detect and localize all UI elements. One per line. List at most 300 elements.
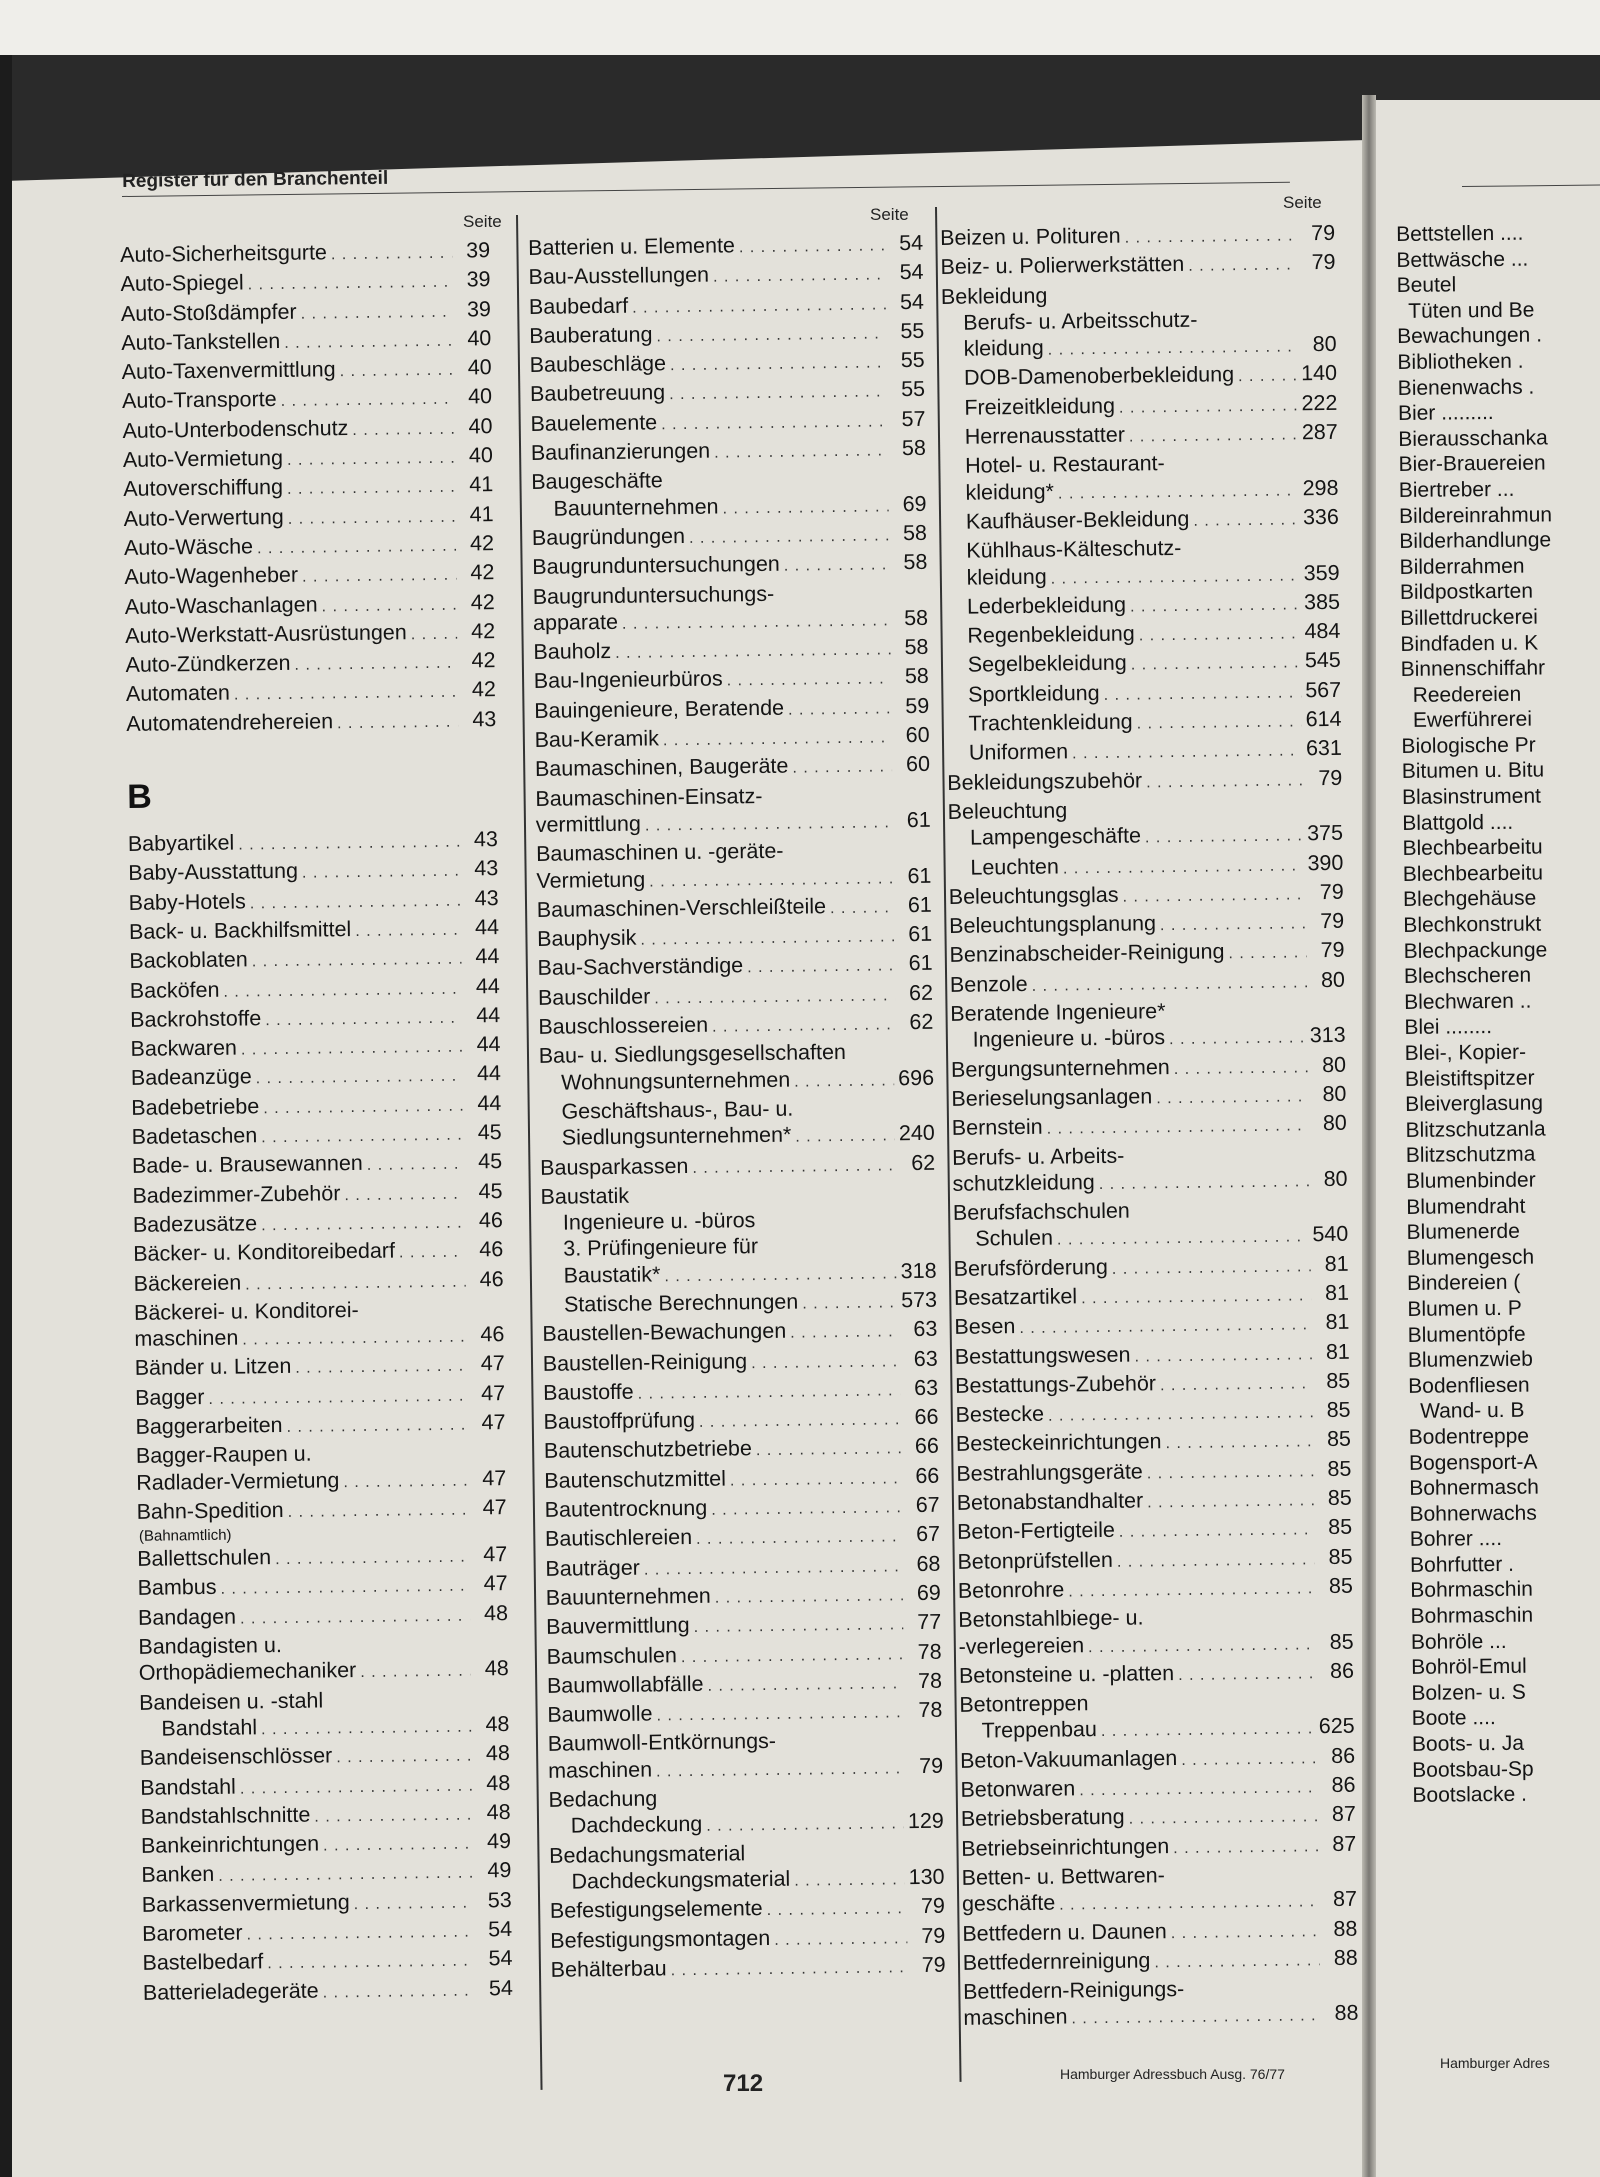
leader-dots bbox=[649, 866, 894, 895]
entry-term: Badezusätze bbox=[132, 1211, 258, 1237]
entry-page-number: 44 bbox=[474, 915, 500, 940]
entry-page-number: 42 bbox=[469, 531, 495, 556]
leader-dots bbox=[747, 954, 895, 982]
register-entry bbox=[959, 1658, 1354, 1692]
entry-page-number: 41 bbox=[469, 501, 494, 527]
leader-dots bbox=[707, 1671, 904, 1700]
entry-page-number: 79 bbox=[1320, 938, 1345, 963]
register-entry bbox=[948, 849, 1343, 883]
register-entry bbox=[951, 1022, 1346, 1056]
register-entry-partial: Bohrer .... bbox=[1409, 1527, 1503, 1552]
register-entry bbox=[540, 1120, 935, 1154]
entry-page-number: 625 bbox=[1318, 1714, 1355, 1739]
register-entry bbox=[949, 879, 1344, 913]
register-entry bbox=[954, 1309, 1349, 1343]
register-entry bbox=[534, 693, 929, 727]
leader-dots bbox=[1059, 1889, 1319, 1919]
leader-dots bbox=[1228, 941, 1306, 968]
entry-page-number: 53 bbox=[487, 1887, 512, 1913]
entry-page-number: 85 bbox=[1328, 1573, 1354, 1598]
entry-term: Baustoffe bbox=[542, 1379, 634, 1405]
entry-term: Barometer bbox=[141, 1920, 243, 1946]
entry-term: Baumaschinen u. -geräte- bbox=[535, 838, 784, 867]
register-entry bbox=[545, 1492, 940, 1526]
entry-page-number: 88 bbox=[1333, 1945, 1358, 1970]
entry-term: Bau-Ingenieurbüros bbox=[533, 666, 723, 694]
entry-term: Badetaschen bbox=[131, 1123, 258, 1149]
register-entry bbox=[531, 490, 926, 524]
entry-term: Bernstein bbox=[951, 1114, 1043, 1141]
entry-page-number: 85 bbox=[1328, 1515, 1353, 1540]
leader-dots bbox=[1165, 1430, 1313, 1458]
entry-page-number: 58 bbox=[904, 664, 929, 689]
entry-term: Lampengeschäfte bbox=[969, 823, 1142, 850]
register-entry bbox=[136, 1465, 506, 1499]
register-entry-partial: Bootsbau-Sp bbox=[1412, 1757, 1534, 1782]
register-entry bbox=[140, 1770, 510, 1804]
entry-term: Bagger bbox=[134, 1384, 205, 1410]
register-entry bbox=[542, 1287, 937, 1321]
register-entry bbox=[946, 677, 1341, 711]
entry-page-number: 567 bbox=[1305, 677, 1342, 703]
leader-dots bbox=[706, 1812, 904, 1841]
entry-page-number: 298 bbox=[1302, 475, 1339, 500]
register-entry-partial: Wand- u. B bbox=[1408, 1399, 1525, 1424]
register-entry bbox=[940, 249, 1335, 283]
register-entry-partial: Bolzen- u. S bbox=[1411, 1680, 1526, 1705]
register-entry-partial: Bewachungen . bbox=[1397, 323, 1543, 349]
leader-dots bbox=[322, 1978, 475, 2006]
register-entry-partial: Bindfaden u. K bbox=[1400, 631, 1539, 656]
entry-page-number: 58 bbox=[903, 605, 929, 630]
entry-page-number: 42 bbox=[470, 589, 495, 615]
entry-term: Bestattungswesen bbox=[954, 1342, 1131, 1369]
register-entry-partial: Bierausschanka bbox=[1398, 426, 1548, 451]
register-entry bbox=[124, 530, 494, 564]
entry-page-number: 79 bbox=[1311, 220, 1336, 246]
register-entry-partial: Bohnermasch bbox=[1409, 1475, 1539, 1501]
register-entry bbox=[957, 1485, 1352, 1519]
entry-term: Bautenschutzbetriebe bbox=[543, 1436, 753, 1464]
register-entry bbox=[544, 1462, 939, 1496]
leader-dots bbox=[1119, 393, 1298, 422]
entry-term: Bambus bbox=[137, 1575, 217, 1601]
entry-term: Bandeisenschlösser bbox=[139, 1743, 333, 1771]
leader-dots bbox=[711, 1495, 902, 1524]
entry-term: Orthopädiemechaniker bbox=[138, 1658, 357, 1686]
register-entry-partial: Bier ......... bbox=[1397, 401, 1494, 426]
entry-term: Badebetriebe bbox=[131, 1093, 260, 1120]
leader-dots bbox=[302, 563, 457, 591]
register-entry bbox=[550, 1922, 945, 1956]
entry-term: Betonsteine u. -platten bbox=[958, 1660, 1175, 1688]
entry-term: kleidung bbox=[966, 564, 1047, 590]
register-entry-partial: Bleiverglasung bbox=[1405, 1091, 1544, 1117]
register-entry-partial: Blechpackunge bbox=[1403, 938, 1548, 963]
leader-dots bbox=[1156, 1084, 1309, 1112]
register-entry bbox=[132, 1119, 502, 1153]
leader-dots bbox=[739, 233, 886, 261]
entry-term: Siedlungsunternehmen* bbox=[561, 1122, 792, 1150]
entry-term: Betonprüfstellen bbox=[957, 1547, 1114, 1574]
entry-term: Betonabstandhalter bbox=[956, 1488, 1144, 1515]
entry-term: Beiz- u. Polierwerkstätten bbox=[940, 252, 1185, 280]
entry-page-number: 67 bbox=[915, 1492, 940, 1518]
entry-page-number: 66 bbox=[915, 1463, 940, 1488]
leader-dots bbox=[284, 329, 453, 358]
leader-dots bbox=[411, 621, 458, 648]
register-entry bbox=[133, 1207, 503, 1241]
leader-dots bbox=[1147, 1459, 1314, 1487]
entry-page-number: 85 bbox=[1326, 1397, 1351, 1423]
entry-term: Bedachung bbox=[548, 1786, 658, 1812]
scan-background bbox=[0, 0, 1600, 55]
entry-term: Badezimmer-Zubehör bbox=[132, 1180, 341, 1208]
entry-term: Auto-Wagenheber bbox=[124, 562, 299, 590]
publication-footer-right: Hamburger Adres bbox=[1440, 2055, 1550, 2071]
entry-term: geschäfte bbox=[961, 1890, 1056, 1917]
entry-page-number: 68 bbox=[916, 1551, 941, 1576]
entry-page-number: 48 bbox=[484, 1656, 509, 1681]
register-entry bbox=[536, 862, 931, 896]
leader-dots bbox=[794, 1867, 905, 1895]
register-entry-partial: Billettdruckerei bbox=[1400, 605, 1538, 630]
entry-term: Baufinanzierungen bbox=[530, 438, 711, 466]
register-entry-partial: Bienenwachs . bbox=[1397, 375, 1535, 400]
leader-dots bbox=[1117, 1547, 1315, 1576]
entry-page-number: 39 bbox=[466, 296, 492, 322]
leader-dots bbox=[1068, 1576, 1315, 1606]
entry-term: Baubedarf bbox=[528, 293, 629, 319]
entry-term: Ingenieure u. -büros bbox=[972, 1025, 1166, 1052]
register-entry bbox=[528, 259, 923, 293]
register-entry-partial: Bodentreppe bbox=[1408, 1424, 1530, 1449]
register-entry bbox=[942, 390, 1337, 424]
register-entry bbox=[131, 1090, 501, 1124]
entry-page-number: 60 bbox=[905, 752, 931, 777]
register-entry bbox=[140, 1740, 510, 1774]
entry-term: Hotel- u. Restaurant- bbox=[965, 451, 1165, 479]
book-gutter bbox=[1362, 95, 1376, 2177]
entry-term: Betten- u. Bettwaren- bbox=[961, 1863, 1165, 1890]
entry-page-number: 40 bbox=[467, 384, 493, 409]
leader-dots bbox=[246, 1920, 474, 1949]
entry-term: Bau-Keramik bbox=[534, 726, 660, 753]
leader-dots bbox=[367, 1152, 465, 1180]
register-entry bbox=[543, 1345, 938, 1379]
register-entry bbox=[122, 384, 492, 418]
entry-page-number: 54 bbox=[899, 260, 924, 285]
entry-term: Bekleidung bbox=[940, 283, 1048, 309]
entry-term: Bandstahlschnitte bbox=[140, 1802, 311, 1829]
entry-page-number: 85 bbox=[1328, 1544, 1353, 1569]
leader-dots bbox=[323, 1832, 473, 1860]
register-entry bbox=[949, 937, 1344, 971]
leader-dots bbox=[281, 387, 455, 416]
entry-term: Lederbekleidung bbox=[966, 592, 1127, 619]
entry-term: Bau-Sachverständige bbox=[537, 953, 744, 981]
entry-page-number: 390 bbox=[1307, 850, 1344, 875]
entry-term: Baumwoll-Entkörnungs- bbox=[547, 1729, 777, 1757]
register-entry-partial: Bodenfliesen bbox=[1408, 1373, 1530, 1398]
entry-page-number: 78 bbox=[917, 1668, 943, 1693]
auto-entries bbox=[120, 237, 496, 740]
entry-term: Betonrohre bbox=[957, 1577, 1065, 1603]
entry-term: Benzole bbox=[949, 971, 1028, 997]
entry-term: Auto-Spiegel bbox=[120, 270, 244, 297]
entry-term: Wohnungsunternehmen bbox=[560, 1067, 791, 1095]
entry-page-number: 45 bbox=[478, 1178, 503, 1203]
leader-dots bbox=[1146, 768, 1304, 796]
entry-term: Besen bbox=[954, 1314, 1016, 1340]
entry-term: DOB-Damenoberbekleidung bbox=[963, 362, 1235, 391]
register-entry bbox=[135, 1380, 505, 1414]
entry-term: Bankeinrichtungen bbox=[140, 1831, 320, 1859]
leader-dots bbox=[756, 1437, 901, 1465]
register-entry bbox=[126, 706, 496, 740]
entry-page-number: 573 bbox=[900, 1287, 938, 1313]
entry-page-number: 46 bbox=[478, 1207, 503, 1233]
entry-term: Bekleidungszubehör bbox=[947, 768, 1143, 795]
register-entry bbox=[137, 1541, 507, 1575]
entry-term: Bandagisten u. bbox=[138, 1633, 282, 1659]
register-entry bbox=[533, 634, 928, 668]
leader-dots bbox=[287, 446, 455, 474]
register-entry bbox=[533, 605, 928, 639]
entry-term: Bettfedern-Reinigungs- bbox=[962, 1977, 1185, 2004]
entry-term: Betriebsberatung bbox=[960, 1805, 1125, 1832]
register-entry bbox=[955, 1397, 1350, 1431]
register-entry-partial: Bindereien ( bbox=[1406, 1271, 1521, 1296]
register-entry bbox=[135, 1350, 505, 1384]
register-entry bbox=[962, 1915, 1357, 1949]
leader-dots bbox=[1019, 1313, 1311, 1343]
register-entry-partial: Bohröl-Emul bbox=[1411, 1654, 1527, 1680]
entry-term: Bäckereien bbox=[133, 1270, 242, 1296]
entry-term: Bestecke bbox=[955, 1401, 1045, 1428]
entry-page-number: 359 bbox=[1303, 560, 1340, 585]
entry-page-number: 80 bbox=[1321, 1052, 1347, 1077]
leader-dots bbox=[1051, 563, 1300, 593]
register-entry bbox=[132, 1148, 502, 1182]
entry-term: Berufsförderung bbox=[953, 1254, 1108, 1281]
register-entry bbox=[945, 618, 1340, 652]
entry-page-number: 375 bbox=[1306, 821, 1344, 846]
leader-dots bbox=[774, 1926, 907, 1954]
entry-term: Baubeschläge bbox=[529, 351, 667, 378]
leader-dots bbox=[689, 523, 889, 552]
entry-term: Batterieladegeräte bbox=[142, 1978, 319, 2005]
entry-term: maschinen bbox=[547, 1757, 653, 1783]
leader-dots bbox=[1047, 1113, 1309, 1143]
register-entry bbox=[956, 1455, 1351, 1489]
entry-page-number: 47 bbox=[482, 1494, 507, 1520]
entry-term: Automaten bbox=[125, 681, 231, 707]
register-entry bbox=[946, 706, 1341, 740]
leader-dots bbox=[1238, 364, 1297, 391]
register-entry bbox=[960, 1772, 1355, 1806]
register-entry bbox=[941, 331, 1336, 365]
entry-page-number: 85 bbox=[1326, 1427, 1352, 1452]
entry-page-number: 61 bbox=[907, 863, 932, 888]
be-entries bbox=[940, 220, 1359, 2035]
register-entry bbox=[958, 1628, 1353, 1662]
register-entry bbox=[957, 1543, 1352, 1577]
entry-term: Auto-Verwertung bbox=[123, 504, 284, 531]
register-entry bbox=[551, 1951, 946, 1985]
entry-page-number: 58 bbox=[902, 520, 928, 546]
entry-page-number: 79 bbox=[1318, 765, 1343, 790]
leader-dots bbox=[242, 1325, 466, 1354]
entry-page-number: 79 bbox=[921, 1952, 946, 1977]
entry-page-number: 88 bbox=[1334, 2001, 1359, 2026]
entry-page-number: 58 bbox=[903, 550, 928, 575]
register-entry bbox=[125, 647, 495, 681]
publication-footer: Hamburger Adressbuch Ausg. 76/77 bbox=[1060, 2066, 1285, 2082]
entry-term: Beleuchtung bbox=[947, 798, 1068, 824]
entry-page-number: 55 bbox=[900, 348, 925, 373]
entry-page-number: 62 bbox=[908, 980, 934, 1005]
register-entry-partial: Bohrmaschin bbox=[1410, 1603, 1534, 1628]
register-entry bbox=[954, 1280, 1349, 1314]
entry-term: Barkassenvermietung bbox=[141, 1889, 350, 1917]
leader-dots bbox=[286, 1413, 467, 1442]
register-entry bbox=[132, 1178, 502, 1212]
entry-term: (Bahnamtlich) bbox=[138, 1526, 232, 1546]
leader-dots bbox=[1147, 1488, 1314, 1516]
register-entry-partial: Blumenbinder bbox=[1405, 1168, 1536, 1193]
entry-page-number: 57 bbox=[901, 406, 926, 431]
register-entry bbox=[539, 1064, 934, 1098]
entry-term: Baumaschinen-Verschleißteile bbox=[536, 893, 827, 922]
entry-page-number: 63 bbox=[913, 1346, 938, 1371]
leader-dots bbox=[1130, 592, 1300, 621]
entry-page-number: 81 bbox=[1324, 1251, 1349, 1276]
leader-dots bbox=[1048, 335, 1299, 365]
leader-dots bbox=[257, 534, 456, 563]
leader-dots bbox=[1137, 709, 1302, 737]
entry-term: Bestattungs-Zubehör bbox=[955, 1371, 1157, 1398]
entry-term: Bau- u. Siedlungsgesellschaften bbox=[538, 1040, 847, 1069]
leader-dots bbox=[622, 608, 890, 638]
entry-page-number: 385 bbox=[1303, 589, 1341, 615]
leader-dots bbox=[1160, 911, 1307, 939]
register-entry bbox=[963, 1944, 1358, 1978]
entry-term: Leuchten bbox=[970, 854, 1060, 880]
leader-dots bbox=[1178, 1661, 1316, 1689]
entry-page-number: 80 bbox=[1312, 332, 1337, 357]
register-entry-partial: Boote .... bbox=[1411, 1706, 1496, 1731]
leader-dots bbox=[1072, 739, 1302, 768]
leader-dots bbox=[681, 1642, 904, 1671]
leader-dots bbox=[795, 1123, 895, 1151]
entry-term: Beratende Ingenieure* bbox=[950, 999, 1166, 1026]
entry-term: Beleuchtungsglas bbox=[948, 882, 1119, 909]
register-entry-partial: Bleistiftspitzer bbox=[1404, 1066, 1535, 1091]
register-entry-partial: Bohnerwachs bbox=[1409, 1501, 1537, 1526]
leader-dots bbox=[1193, 507, 1299, 535]
leader-dots bbox=[830, 895, 894, 922]
entry-term: Bauschilder bbox=[537, 984, 651, 1010]
entry-page-number: 87 bbox=[1331, 1802, 1356, 1827]
register-entry bbox=[530, 406, 925, 440]
entry-page-number: 41 bbox=[469, 472, 494, 497]
register-entry bbox=[138, 1600, 508, 1634]
entry-term: Back- u. Backhilfsmittel bbox=[128, 916, 352, 944]
leader-dots bbox=[288, 1497, 469, 1526]
entry-page-number: 42 bbox=[471, 648, 496, 673]
entry-term: Uniformen bbox=[968, 739, 1069, 766]
register-entry bbox=[960, 1713, 1355, 1747]
entry-term: Behälterbau bbox=[550, 1956, 667, 1982]
entry-term: Dachdeckungsmaterial bbox=[571, 1866, 791, 1894]
entry-term: Bedachungsmaterial bbox=[549, 1840, 746, 1868]
entry-page-number: 48 bbox=[485, 1711, 510, 1737]
register-entry bbox=[535, 751, 930, 785]
register-entry bbox=[940, 220, 1335, 254]
entry-term: Vermietung bbox=[536, 867, 646, 893]
register-entry bbox=[143, 1975, 513, 2009]
entry-term: Treppenbau bbox=[981, 1717, 1098, 1744]
entry-term: Backrohstoffe bbox=[130, 1006, 262, 1032]
register-entry-partial: Bogensport-A bbox=[1408, 1450, 1538, 1475]
entry-term: kleidung bbox=[963, 335, 1044, 361]
leader-dots bbox=[220, 1574, 469, 1604]
leader-dots bbox=[640, 924, 894, 954]
entry-page-number: 42 bbox=[470, 560, 495, 585]
entry-page-number: 86 bbox=[1331, 1772, 1356, 1798]
register-entry-partial: Blechbearbeitu bbox=[1402, 835, 1543, 861]
register-entry bbox=[141, 1828, 511, 1862]
entry-page-number: 43 bbox=[473, 827, 499, 852]
leader-dots bbox=[287, 475, 456, 503]
leader-dots bbox=[788, 696, 891, 724]
entry-page-number: 81 bbox=[1325, 1339, 1350, 1364]
entry-term: Baby-Ausstattung bbox=[128, 859, 299, 886]
register-entry bbox=[123, 472, 493, 506]
entry-term: Automatendrehereien bbox=[126, 709, 334, 736]
entry-page-number: 54 bbox=[488, 1946, 513, 1971]
register-entry bbox=[529, 318, 924, 352]
entry-term: Bettfedern u. Daunen bbox=[962, 1918, 1167, 1946]
register-entry bbox=[126, 677, 496, 711]
entry-term: Ingenieure u. -büros bbox=[562, 1208, 756, 1235]
register-entry bbox=[538, 979, 933, 1013]
entry-page-number: 58 bbox=[901, 435, 926, 461]
entry-term: Besatzartikel bbox=[953, 1284, 1078, 1310]
entry-term: Regenbekleidung bbox=[967, 621, 1135, 648]
register-entry bbox=[945, 589, 1340, 623]
leader-dots bbox=[300, 299, 453, 327]
register-entry bbox=[141, 1857, 511, 1891]
page-number: 712 bbox=[723, 2070, 764, 2097]
entry-term: Bauträger bbox=[545, 1555, 641, 1581]
entry-term: Befestigungsmontagen bbox=[550, 1925, 771, 1953]
entry-term: Bauelemente bbox=[530, 410, 658, 436]
leader-dots bbox=[1058, 478, 1299, 507]
entry-page-number: 43 bbox=[474, 856, 499, 881]
register-entry-partial: Blumendraht bbox=[1406, 1194, 1526, 1219]
entry-page-number: 54 bbox=[899, 230, 924, 256]
entry-page-number: 46 bbox=[480, 1322, 505, 1347]
entry-page-number: 40 bbox=[468, 413, 493, 439]
register-entry bbox=[122, 354, 492, 388]
bl-bo-entries bbox=[1396, 220, 1600, 1809]
leader-dots bbox=[261, 1714, 472, 1743]
leader-dots bbox=[223, 976, 462, 1005]
register-entry bbox=[953, 1221, 1348, 1255]
entry-page-number: 80 bbox=[1322, 1110, 1347, 1136]
